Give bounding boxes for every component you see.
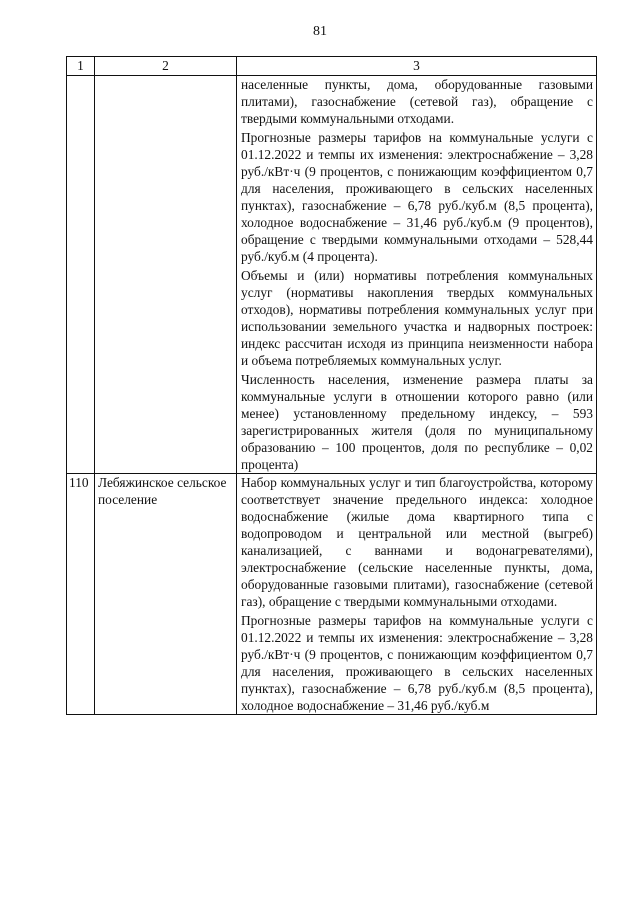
row-number [67, 76, 95, 474]
paragraph: Численность населения, изменение размера платы за коммунальные услуги в отношении которого равно (или менее) установленному предельному индексу, – 593 зарегистрированных жителя (доля по муниципальному образованию – 100 процентов, доля по республике – 0,02 процента) [241, 372, 593, 472]
paragraph: населенные пункты, дома, оборудованные газовыми плитами), газоснабжение (сетевой газ), обращение с твердыми коммунальными отходами. [241, 77, 593, 126]
settlement-name: Лебяжинское сельское поселение [95, 474, 237, 715]
column-header-2: 2 [95, 57, 237, 76]
column-header-3: 3 [237, 57, 597, 76]
paragraph: Прогнозные размеры тарифов на коммунальные услуги с 01.12.2022 и темпы их изменения: электроснабжение – 3,28 руб./кВт·ч (9 процентов, с понижающим коэффициентом 0,7 для населения, проживающего в сельских населенных пунктах), газоснабжение – 6,78 руб./куб.м (8,5 процента), холодное водоснабжение – 31,46 руб./куб.м [241, 613, 593, 713]
paragraph: Объемы и (или) нормативы потребления коммунальных услуг (нормативы накопления твердых коммунальных отходов), нормативы потребления коммунальных услуг при использовании земельного участка и надворных построек: индекс рассчитан исходя из принципа неизменности набора и объема потребляемых коммунальных услуг. [241, 268, 593, 368]
page-number: 81 [313, 24, 327, 39]
paragraph: Набор коммунальных услуг и тип благоустройства, которому соответствует значение предельного индекса: холодное водоснабжение (жилые дома квартирного типа с водопроводом и центральной или местной (выгреб) канализацией, с ваннами и водонагревателями), электроснабжение (сельские населенные пункты, дома, оборудованные газовыми плитами), газоснабжение (сетевой газ), обращение с твердыми коммунальными отходами. [241, 475, 593, 609]
table-row [67, 474, 597, 715]
row-description [237, 474, 597, 715]
row-number: 110 [67, 474, 95, 715]
table-header-row [67, 57, 597, 76]
settlement-name [95, 76, 237, 474]
paragraph: Прогнозные размеры тарифов на коммунальные услуги с 01.12.2022 и темпы их изменения: электроснабжение – 3,28 руб./кВт·ч (9 процентов, с понижающим коэффициентом 0,7 для населения, проживающего в сельских населенных пунктах), газоснабжение – 6,78 руб./куб.м (8,5 процента), холодное водоснабжение – 31,46 руб./куб.м (9 процентов), обращение с твердыми коммунальными отходами – 528,44 руб./куб.м (4 процента). [241, 130, 593, 264]
document-table [66, 56, 597, 715]
table-row [67, 76, 597, 474]
column-header-1: 1 [67, 57, 95, 76]
row-description [237, 76, 597, 474]
